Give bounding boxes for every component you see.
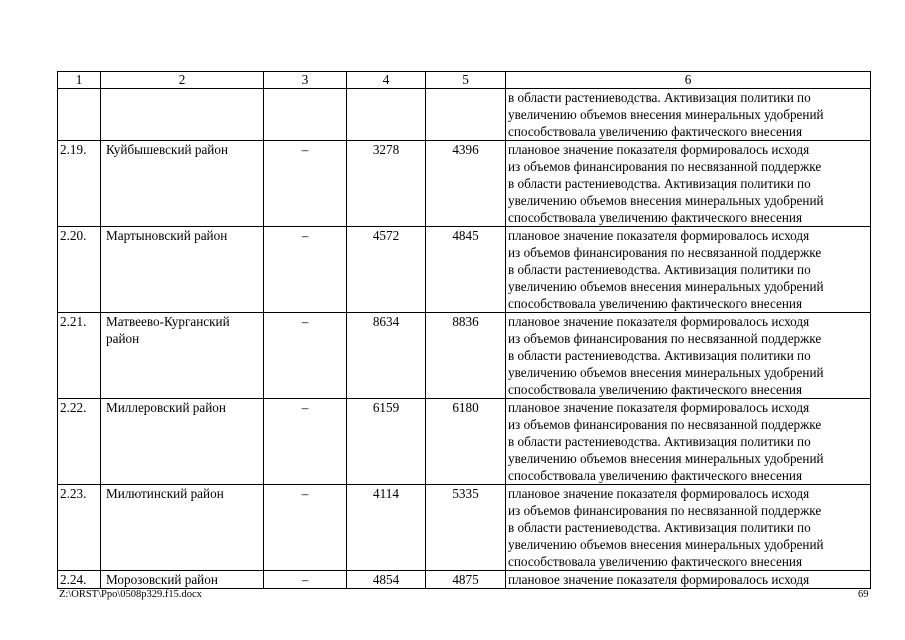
cell-number: 2.19. xyxy=(58,141,101,227)
header-cell-5: 5 xyxy=(426,72,506,89)
cell-plan: – xyxy=(264,313,347,399)
comment-line: в области растениеводства. Активизация политики по xyxy=(508,520,811,535)
comment-line: из объемов финансирования по несвязанной поддержке xyxy=(508,245,822,260)
cell-name xyxy=(101,89,264,141)
comment-line: из объемов финансирования по несвязанной поддержке xyxy=(508,503,822,518)
cell-value-5: 5335 xyxy=(426,485,506,571)
comment-line: способствовала увеличению фактического внесения xyxy=(508,124,803,139)
cell-value-5: 4396 xyxy=(426,141,506,227)
comment-line: увеличению объемов внесения минеральных удобрений xyxy=(508,537,824,552)
cell-comment xyxy=(506,227,871,313)
header-cell-1: 1 xyxy=(58,72,101,89)
cell-plan: – xyxy=(264,399,347,485)
comment-line: плановое значение показателя формировалось исходя xyxy=(508,400,810,415)
cell-number xyxy=(58,89,101,141)
comment-line: в области растениеводства. Активизация политики по xyxy=(508,90,811,105)
page-number: 69 xyxy=(858,589,869,600)
comment-line: плановое значение показателя формировалось исходя xyxy=(508,486,810,501)
cell-value-4: 3278 xyxy=(347,141,426,227)
comment-line: увеличению объемов внесения минеральных удобрений xyxy=(508,279,824,294)
cell-number: 2.20. xyxy=(58,227,101,313)
comment-line: увеличению объемов внесения минеральных удобрений xyxy=(508,193,824,208)
comment-line: способствовала увеличению фактического внесения xyxy=(508,554,803,569)
indicator-table xyxy=(57,71,871,589)
cell-name: Куйбышевский район xyxy=(101,141,264,227)
header-cell-6: 6 xyxy=(506,72,871,89)
comment-line: из объемов финансирования по несвязанной поддержке xyxy=(508,159,822,174)
cell-name: Милютинский район xyxy=(101,485,264,571)
comment-line: увеличению объемов внесения минеральных удобрений xyxy=(508,107,824,122)
comment-line: в области растениеводства. Активизация политики по xyxy=(508,434,811,449)
cell-number: 2.22. xyxy=(58,399,101,485)
continuation-row xyxy=(58,89,871,141)
cell-value-4: 4114 xyxy=(347,485,426,571)
table-row xyxy=(58,485,871,571)
cell-value-4: 8634 xyxy=(347,313,426,399)
comment-line: способствовала увеличению фактического внесения xyxy=(508,210,803,225)
comment-line: плановое значение показателя формировалось исходя xyxy=(508,142,810,157)
comment-line: увеличению объемов внесения минеральных удобрений xyxy=(508,365,824,380)
comment-line: в области растениеводства. Активизация политики по xyxy=(508,348,811,363)
header-cell-4: 4 xyxy=(347,72,426,89)
comment-line: в области растениеводства. Активизация политики по xyxy=(508,262,811,277)
cell-number: 2.23. xyxy=(58,485,101,571)
cell-value-5: 4845 xyxy=(426,227,506,313)
comment-line: увеличению объемов внесения минеральных удобрений xyxy=(508,451,824,466)
comment-line: способствовала увеличению фактического внесения xyxy=(508,382,803,397)
table-row xyxy=(58,399,871,485)
cell-name: Мартыновский район xyxy=(101,227,264,313)
table-row xyxy=(58,227,871,313)
cell-comment xyxy=(506,571,871,589)
cell-comment xyxy=(506,485,871,571)
table-row xyxy=(58,571,871,589)
cell-comment xyxy=(506,141,871,227)
table-body xyxy=(58,72,871,589)
comment-line: в области растениеводства. Активизация политики по xyxy=(508,176,811,191)
cell-value-5: 4875 xyxy=(426,571,506,589)
cell-name: Миллеровский район xyxy=(101,399,264,485)
cell-name: Матвеево-Курганский район xyxy=(101,313,264,399)
cell-comment xyxy=(506,399,871,485)
cell-number: 2.24. xyxy=(58,571,101,589)
comment-line: способствовала увеличению фактического внесения xyxy=(508,296,803,311)
header-row xyxy=(58,72,871,89)
cell-plan xyxy=(264,89,347,141)
cell-value-4: 4854 xyxy=(347,571,426,589)
comment-line: плановое значение показателя формировалось исходя xyxy=(508,314,810,329)
cell-number: 2.21. xyxy=(58,313,101,399)
table-row xyxy=(58,141,871,227)
comment-line: плановое значение показателя формировалось исходя xyxy=(508,572,810,587)
cell-comment xyxy=(506,313,871,399)
comment-line: из объемов финансирования по несвязанной поддержке xyxy=(508,331,822,346)
cell-value-5: 6180 xyxy=(426,399,506,485)
comment-line: плановое значение показателя формировалось исходя xyxy=(508,228,810,243)
cell-name: Морозовский район xyxy=(101,571,264,589)
cell-plan: – xyxy=(264,227,347,313)
header-cell-2: 2 xyxy=(101,72,264,89)
cell-value-5: 8836 xyxy=(426,313,506,399)
cell-plan: – xyxy=(264,141,347,227)
table-row xyxy=(58,313,871,399)
cell-value-5 xyxy=(426,89,506,141)
cell-plan: – xyxy=(264,571,347,589)
header-cell-3: 3 xyxy=(264,72,347,89)
cell-value-4: 4572 xyxy=(347,227,426,313)
cell-plan: – xyxy=(264,485,347,571)
cell-comment xyxy=(506,89,871,141)
comment-line: способствовала увеличению фактического внесения xyxy=(508,468,803,483)
cell-value-4 xyxy=(347,89,426,141)
comment-line: из объемов финансирования по несвязанной поддержке xyxy=(508,417,822,432)
document-path: Z:\ORST\Ppo\0508p329.f15.docx xyxy=(59,589,202,600)
cell-value-4: 6159 xyxy=(347,399,426,485)
